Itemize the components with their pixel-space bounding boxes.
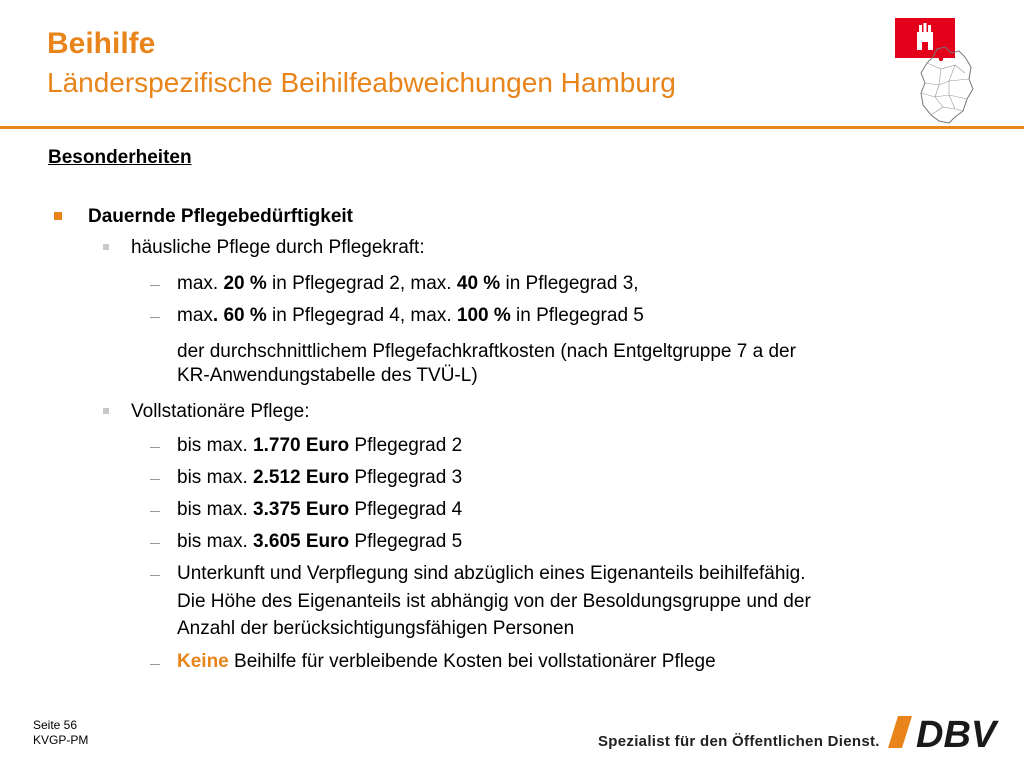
germany-map-icon	[915, 45, 975, 125]
item-pflegegrad-4-5: max. 60 % in Pflegegrad 4, max. 100 % in Pflegegrad 5	[177, 305, 644, 326]
dash-bullet	[150, 664, 160, 665]
sub-bullet-haeusliche-pflege: häusliche Pflege durch Pflegekraft:	[131, 237, 425, 258]
item-eigenanteil-line-2: Die Höhe des Eigenanteils ist abhängig von der Besoldungsgruppe und der	[177, 591, 811, 612]
dbv-logo	[888, 714, 1003, 750]
dash-bullet	[150, 447, 160, 448]
company-slogan: Spezialist für den Öffentlichen Dienst.	[598, 733, 880, 750]
header-divider	[0, 126, 1024, 129]
paragraph-kr-anwendungstabelle: KR-Anwendungstabelle des TVÜ-L)	[177, 365, 478, 386]
dash-bullet	[150, 543, 160, 544]
item-pflegegrad-5-betrag: bis max. 3.605 Euro Pflegegrad 5	[177, 531, 463, 552]
sub-bullet	[103, 244, 109, 250]
section-heading: Besonderheiten	[48, 147, 192, 168]
item-pflegegrad-2-3: max. 20 % in Pflegegrad 2, max. 40 % in Pflegegrad 3,	[177, 273, 639, 294]
item-keine-beihilfe: Keine Beihilfe für verbleibende Kosten bei vollstationärer Pflege	[177, 651, 716, 672]
dash-bullet	[150, 285, 160, 286]
item-eigenanteil-line-3: Anzahl der berücksichtigungsfähigen Personen	[177, 618, 575, 639]
sub-bullet-vollstationaere-pflege: Vollstationäre Pflege:	[131, 401, 310, 422]
page-subtitle: Länderspezifische Beihilfeabweichungen Hamburg	[47, 67, 676, 98]
page-number: Seite 56	[33, 718, 78, 732]
dash-bullet	[150, 317, 160, 318]
item-pflegegrad-2-betrag: bis max. 1.770 Euro Pflegegrad 2	[177, 435, 463, 456]
sub-bullet	[103, 408, 109, 414]
document-code: KVGP-PM	[33, 733, 89, 747]
bullet-square	[54, 212, 62, 220]
page-title: Beihilfe	[47, 27, 156, 60]
item-unterkunft-verpflegung: Unterkunft und Verpflegung sind abzüglich eines Eigenanteils beihilfefähig.	[177, 563, 806, 584]
dash-bullet	[150, 479, 160, 480]
dash-bullet	[150, 511, 160, 512]
item-pflegegrad-4-betrag: bis max. 3.375 Euro Pflegegrad 4	[177, 499, 463, 520]
paragraph-pflegefachkraftkosten: der durchschnittlichem Pflegefachkraftkosten (nach Entgeltgruppe 7 a der	[177, 341, 796, 362]
svg-text:DBV: DBV	[916, 714, 997, 750]
item-pflegegrad-3-betrag: bis max. 2.512 Euro Pflegegrad 3	[177, 467, 463, 488]
bullet-dauernde-pflege: Dauernde Pflegebedürftigkeit	[88, 206, 353, 227]
dash-bullet	[150, 575, 160, 576]
